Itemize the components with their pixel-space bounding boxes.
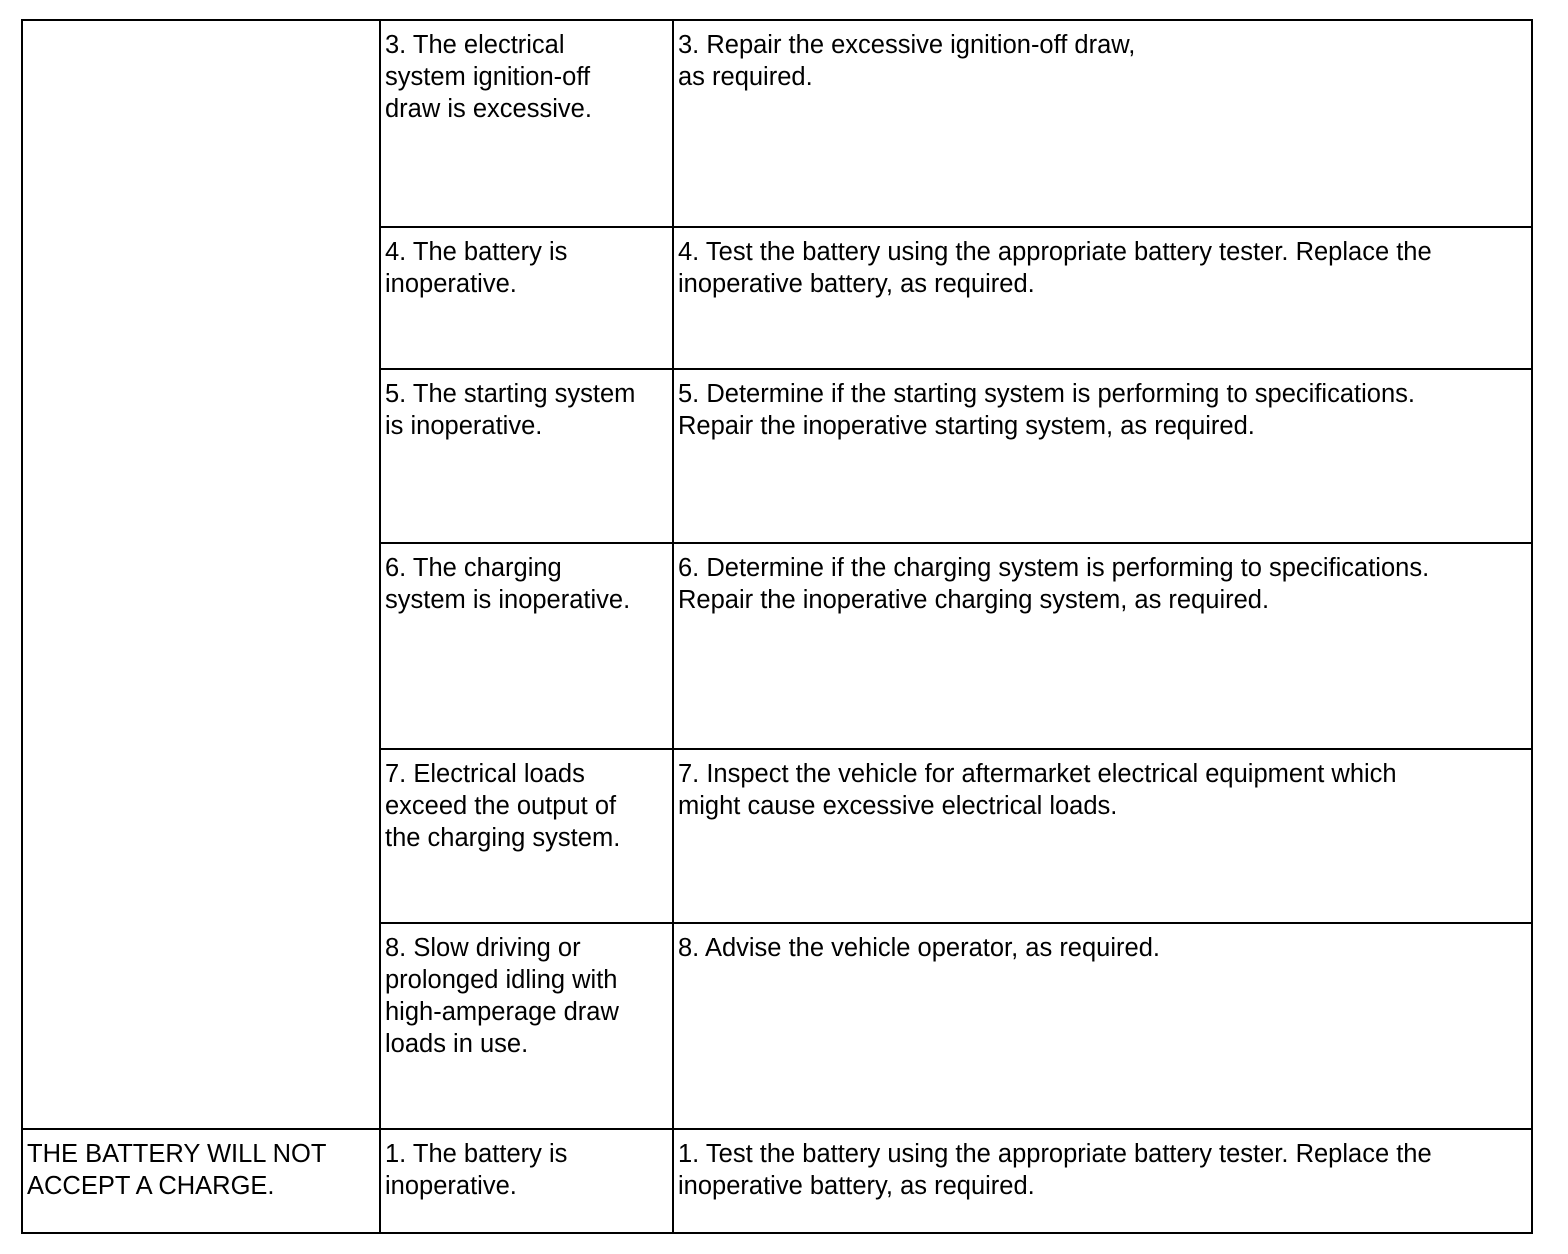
condition-cell-empty	[22, 20, 380, 1129]
diagnosis-table	[21, 19, 1533, 1234]
table-row	[22, 1129, 1532, 1233]
cause-cell: 7. Electrical loads exceed the output of the charging system.	[380, 749, 673, 923]
table-row	[22, 20, 1532, 227]
cause-cell: 6. The charging system is inoperative.	[380, 543, 673, 749]
condition-cell: THE BATTERY WILL NOT ACCEPT A CHARGE.	[22, 1129, 380, 1233]
action-cell: 7. Inspect the vehicle for aftermarket electrical equipment which might cause excessive electrical loads.	[673, 749, 1532, 923]
cause-cell: 4. The battery is inoperative.	[380, 227, 673, 369]
cause-cell: 8. Slow driving or prolonged idling with high-amperage draw loads in use.	[380, 923, 673, 1129]
action-cell: 6. Determine if the charging system is performing to specifications. Repair the inoperative charging system, as required.	[673, 543, 1532, 749]
cause-cell: 3. The electrical system ignition-off draw is excessive.	[380, 20, 673, 227]
action-cell: 4. Test the battery using the appropriate battery tester. Replace the inoperative battery, as required.	[673, 227, 1532, 369]
action-cell: 8. Advise the vehicle operator, as required.	[673, 923, 1532, 1129]
action-cell: 5. Determine if the starting system is performing to specifications. Repair the inoperative starting system, as required.	[673, 369, 1532, 543]
cause-cell: 5. The starting system is inoperative.	[380, 369, 673, 543]
cause-cell: 1. The battery is inoperative.	[380, 1129, 673, 1233]
action-cell: 3. Repair the excessive ignition-off draw, as required.	[673, 20, 1532, 227]
action-cell: 1. Test the battery using the appropriate battery tester. Replace the inoperative battery, as required.	[673, 1129, 1532, 1233]
